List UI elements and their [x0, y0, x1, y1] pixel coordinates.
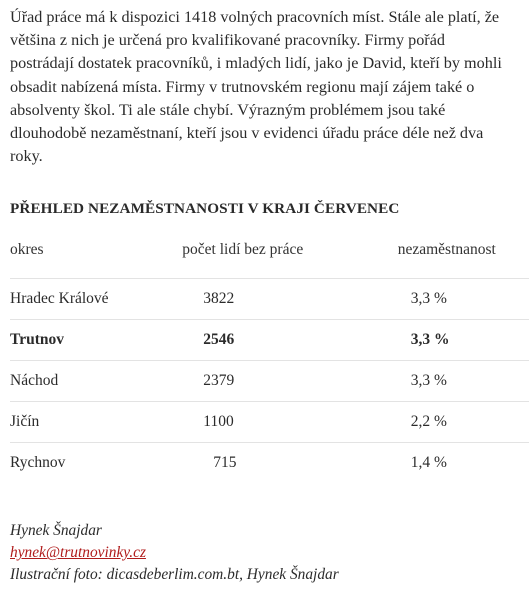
table-row: [10, 402, 529, 443]
article: [10, 0, 529, 586]
author-name: Hynek Šnajdar: [10, 522, 102, 540]
cell-okres: Jičín: [10, 402, 182, 443]
header-nezamestnanost: nezaměstnanost: [391, 241, 529, 279]
cell-pocet: 3822: [182, 279, 390, 320]
table-header-row: [10, 241, 529, 279]
cell-pocet: 2379: [182, 361, 390, 402]
cell-nezamestnanost: 3,3 %: [391, 361, 529, 402]
table-row: [10, 361, 529, 402]
article-credits: [10, 520, 529, 586]
header-pocet: počet lidí bez práce: [182, 241, 390, 279]
cell-nezamestnanost: 2,2 %: [391, 402, 529, 443]
cell-okres: Trutnov: [10, 320, 182, 361]
article-intro-paragraph: Úřad práce má k dispozici 1418 volných pracovních míst. Stále ale platí, že většina z nich je určená pro kvalifikované pracovníky. Firmy pořád postrádají dostatek pracovníků, i mladých lidí, jako je David, kteří by mohli obsadit nabízená místa. Firmy v trutnovském regionu mají zájem také o absolventy škol. Ti ale stále chybí. Výrazným problémem jsou také dlouhodobě nezaměstnaní, kteří jsou v evidenci úřadu práce déle než dva roky.: [10, 8, 502, 166]
cell-nezamestnanost: 1,4 %: [410, 454, 447, 472]
photo-credit: Ilustrační foto: dicasdeberlim.com.bt, Hynek Šnajdar: [10, 566, 339, 584]
table-row: [10, 443, 529, 484]
table-row: [10, 279, 529, 320]
section-heading: PŘEHLED NEZAMĚSTNANOSTI V KRAJI ČERVENEC: [10, 200, 400, 218]
table-row-highlighted: [10, 320, 529, 361]
author-email-link[interactable]: hynek@trutnovinky.cz: [10, 544, 146, 562]
header-okres: okres: [10, 241, 182, 279]
cell-okres: Rychnov: [10, 454, 66, 472]
cell-pocet: 1100: [182, 402, 390, 443]
cell-nezamestnanost: 3,3 %: [391, 320, 529, 361]
cell-okres: Hradec Králové: [10, 279, 182, 320]
cell-pocet: 2546: [182, 320, 390, 361]
unemployment-table: [10, 241, 529, 483]
cell-pocet: 715: [213, 454, 237, 472]
cell-nezamestnanost: 3,3 %: [391, 279, 529, 320]
cell-okres: Náchod: [10, 361, 182, 402]
